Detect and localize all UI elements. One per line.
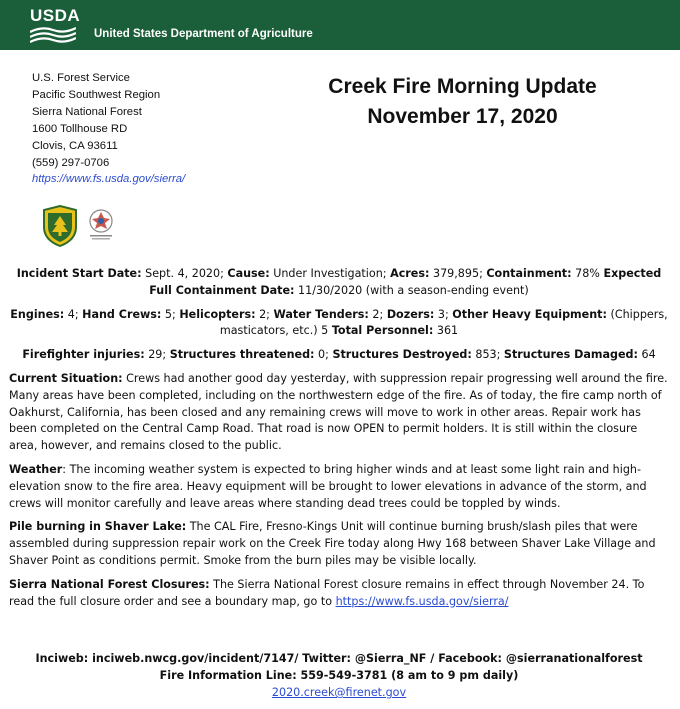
incident-stats bbox=[9, 266, 669, 300]
section-text: : The incoming weather system is expected to bring higher winds and at least some light rain and high-elevation snow to the fire area. Heavy equipment will be brought to lower elevations in advance of the storm, and crews will monitor carefully and leave areas where standing dead trees could be toppled by winds. bbox=[9, 462, 647, 510]
fire-info-line: Fire Information Line: 559-549-3781 (8 am to 9 pm daily) bbox=[159, 669, 519, 682]
phone-number: (559) 297-0706 bbox=[32, 156, 110, 169]
stat-label: Other Heavy Equipment: bbox=[452, 307, 607, 321]
stat-label: Hand Crews: bbox=[82, 307, 162, 321]
stat-value: 2; bbox=[255, 307, 274, 321]
stat-label: Incident Start Date: bbox=[16, 267, 142, 280]
pile-burning-section bbox=[9, 519, 669, 569]
closure-order-link[interactable]: https://www.fs.usda.gov/sierra/ bbox=[335, 594, 509, 608]
stat-label: Structures Damaged: bbox=[503, 348, 638, 362]
stat-value: Under Investigation; bbox=[269, 267, 391, 280]
stat-value: (Chippers, masticators, etc.) 5 bbox=[219, 307, 668, 338]
stat-label: Containment: bbox=[486, 267, 572, 280]
address-line: Sierra National Forest bbox=[32, 105, 142, 118]
weather-section bbox=[9, 462, 669, 512]
stat-value: Sept. 4, 2020; bbox=[141, 267, 228, 280]
social-links-line: Inciweb: inciweb.nwcg.gov/incident/7147/ Twitter: @Sierra_NF / Facebook: @sierranationalforest bbox=[35, 652, 643, 665]
address-line: Clovis, CA 93611 bbox=[32, 139, 118, 152]
stat-value: 361 bbox=[433, 324, 459, 338]
address-line: Pacific Southwest Region bbox=[32, 88, 161, 101]
damage-stats bbox=[9, 347, 669, 364]
department-name: United States Department of Agriculture bbox=[94, 28, 313, 40]
section-text: The CAL Fire, Fresno-Kings Unit will continue burning brush/slash piles that were assembled during suppression repair work on the Creek Fire today along Hwy 168 between Shaver Lake Village and Shaver Point as conditions permit. Smoke from the burn piles may be visible locally. bbox=[9, 520, 656, 567]
stat-value: 64 bbox=[637, 348, 656, 362]
closures-section bbox=[9, 577, 669, 611]
stat-value: 11/30/2020 (with a season-ending event) bbox=[294, 283, 529, 297]
stat-value: 29; bbox=[144, 348, 170, 362]
sierra-website-link[interactable]: https://www.fs.usda.gov/sierra/ bbox=[32, 173, 186, 186]
section-heading: Current Situation: bbox=[9, 371, 123, 385]
stat-label: Total Personnel: bbox=[331, 324, 434, 338]
stat-label: Expected Full Containment Date: bbox=[149, 267, 662, 297]
stat-label: Firefighter injuries: bbox=[22, 348, 145, 362]
stat-value: 2; bbox=[368, 307, 387, 321]
update-body bbox=[9, 266, 669, 617]
stat-value: 379,895; bbox=[429, 267, 487, 280]
address-line: 1600 Tollhouse RD bbox=[32, 122, 128, 135]
forest-service-shield-icon bbox=[42, 205, 78, 247]
stat-value: 4; bbox=[64, 307, 83, 321]
stat-label: Structures threatened: bbox=[169, 348, 315, 362]
usda-hills-icon bbox=[30, 26, 76, 44]
stat-label: Dozers: bbox=[386, 307, 435, 321]
address-block bbox=[32, 70, 185, 188]
section-heading: Weather bbox=[9, 462, 63, 476]
footer-contact bbox=[9, 650, 669, 701]
stat-label: Structures Destroyed: bbox=[332, 348, 472, 362]
usda-banner bbox=[0, 0, 680, 50]
stat-label: Helicopters: bbox=[179, 307, 256, 321]
section-text: Crews had another good day yesterday, with suppression repair progressing well around the fire. Many areas have been completed, including on the northwestern edge of the fire. As of today, the fire camp north of Oakhurst, California, has been closed and any remaining crews will move to work in other areas. Repair work has been completed on the Central Camp Road. That road is now OPEN to permit holders. It is still within the closure area, however, and remains closed to the public. bbox=[9, 371, 668, 453]
california-incident-management-team-icon bbox=[87, 207, 115, 243]
usda-logo bbox=[30, 6, 81, 46]
resource-stats bbox=[9, 307, 669, 341]
stat-label: Acres: bbox=[390, 267, 430, 280]
stat-label: Engines: bbox=[10, 307, 65, 321]
usda-logo-text: USDA bbox=[30, 6, 81, 25]
stat-label: Cause: bbox=[227, 267, 270, 280]
section-text: The Sierra National Forest closure remains in effect through November 24. To read the full closure order and see a boundary map, go to bbox=[9, 577, 645, 608]
stat-value: 3; bbox=[434, 307, 453, 321]
stat-value: 78% bbox=[571, 267, 604, 280]
title-date: November 17, 2020 bbox=[367, 105, 558, 128]
page-title bbox=[290, 72, 635, 132]
title-line: Creek Fire Morning Update bbox=[328, 75, 597, 98]
current-situation-section bbox=[9, 371, 669, 455]
address-line: U.S. Forest Service bbox=[32, 72, 130, 84]
stat-value: 853; bbox=[471, 348, 504, 362]
stat-value: 5; bbox=[161, 307, 180, 321]
stat-value: 0; bbox=[314, 348, 333, 362]
contact-email-link[interactable]: 2020.creek@firenet.gov bbox=[271, 686, 407, 699]
section-heading: Pile burning in Shaver Lake: bbox=[9, 520, 187, 534]
stat-label: Water Tenders: bbox=[273, 307, 369, 321]
section-heading: Sierra National Forest Closures: bbox=[9, 577, 210, 591]
